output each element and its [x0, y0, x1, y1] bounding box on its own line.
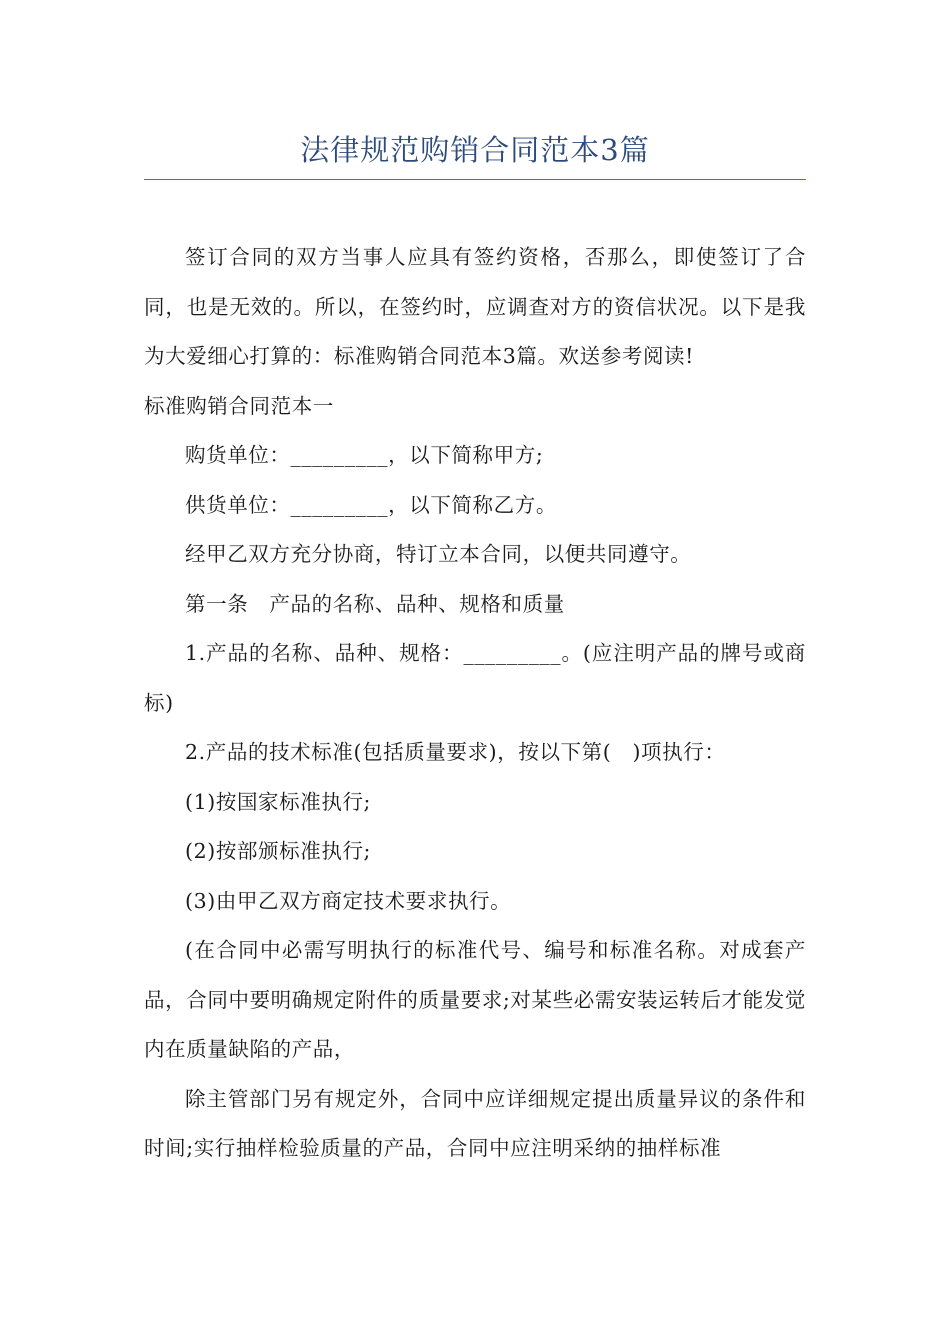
- document-body: [144, 233, 806, 1174]
- supplier-line: 供货单位：_________，以下简称乙方。: [185, 492, 557, 517]
- title-underline: [144, 179, 806, 180]
- buyer-line: 购货单位：_________，以下简称甲方;: [185, 443, 544, 467]
- agreement-line: 经甲乙双方充分协商，特订立本合同，以便共同遵守。: [185, 542, 692, 566]
- clause-2-option-1: (1)按国家标准执行;: [185, 789, 372, 814]
- clause-2-option-2: (2)按部颁标准执行;: [185, 839, 372, 863]
- article-one-heading: 第一条 产品的名称、品种、规格和质量: [185, 591, 565, 616]
- clause-1: 1.产品的名称、品种、规格：_________。(应注明产品的牌号或商标): [144, 641, 806, 715]
- intro-paragraph: 签订合同的双方当事人应具有签约资格，否那么，即使签订了合同，也是无效的。所以，在签约时，应调查对方的资信状况。以下是我为大爱细心打算的：标准购销合同范本3篇。欢送参考阅读!: [144, 245, 806, 368]
- clause-2-option-3: (3)由甲乙双方商定技术要求执行。: [185, 888, 512, 913]
- clause-2: 2.产品的技术标准(包括质量要求)，按以下第( )项执行：: [185, 740, 726, 764]
- section-heading-contract-one: 标准购销合同范本一: [144, 393, 334, 418]
- quality-objection-paragraph: 除主管部门另有规定外，合同中应详细规定提出质量异议的条件和时间;实行抽样检验质量的产品，合同中应注明采纳的抽样标准: [144, 1086, 806, 1160]
- document-title: 法律规范购销合同范本3篇: [300, 133, 650, 167]
- standards-note-paragraph: (在合同中必需写明执行的标准代号、编号和标准名称。对成套产品，合同中要明确规定附件的质量要求;对某些必需安装运转后才能发觉内在质量缺陷的产品，: [144, 938, 806, 1061]
